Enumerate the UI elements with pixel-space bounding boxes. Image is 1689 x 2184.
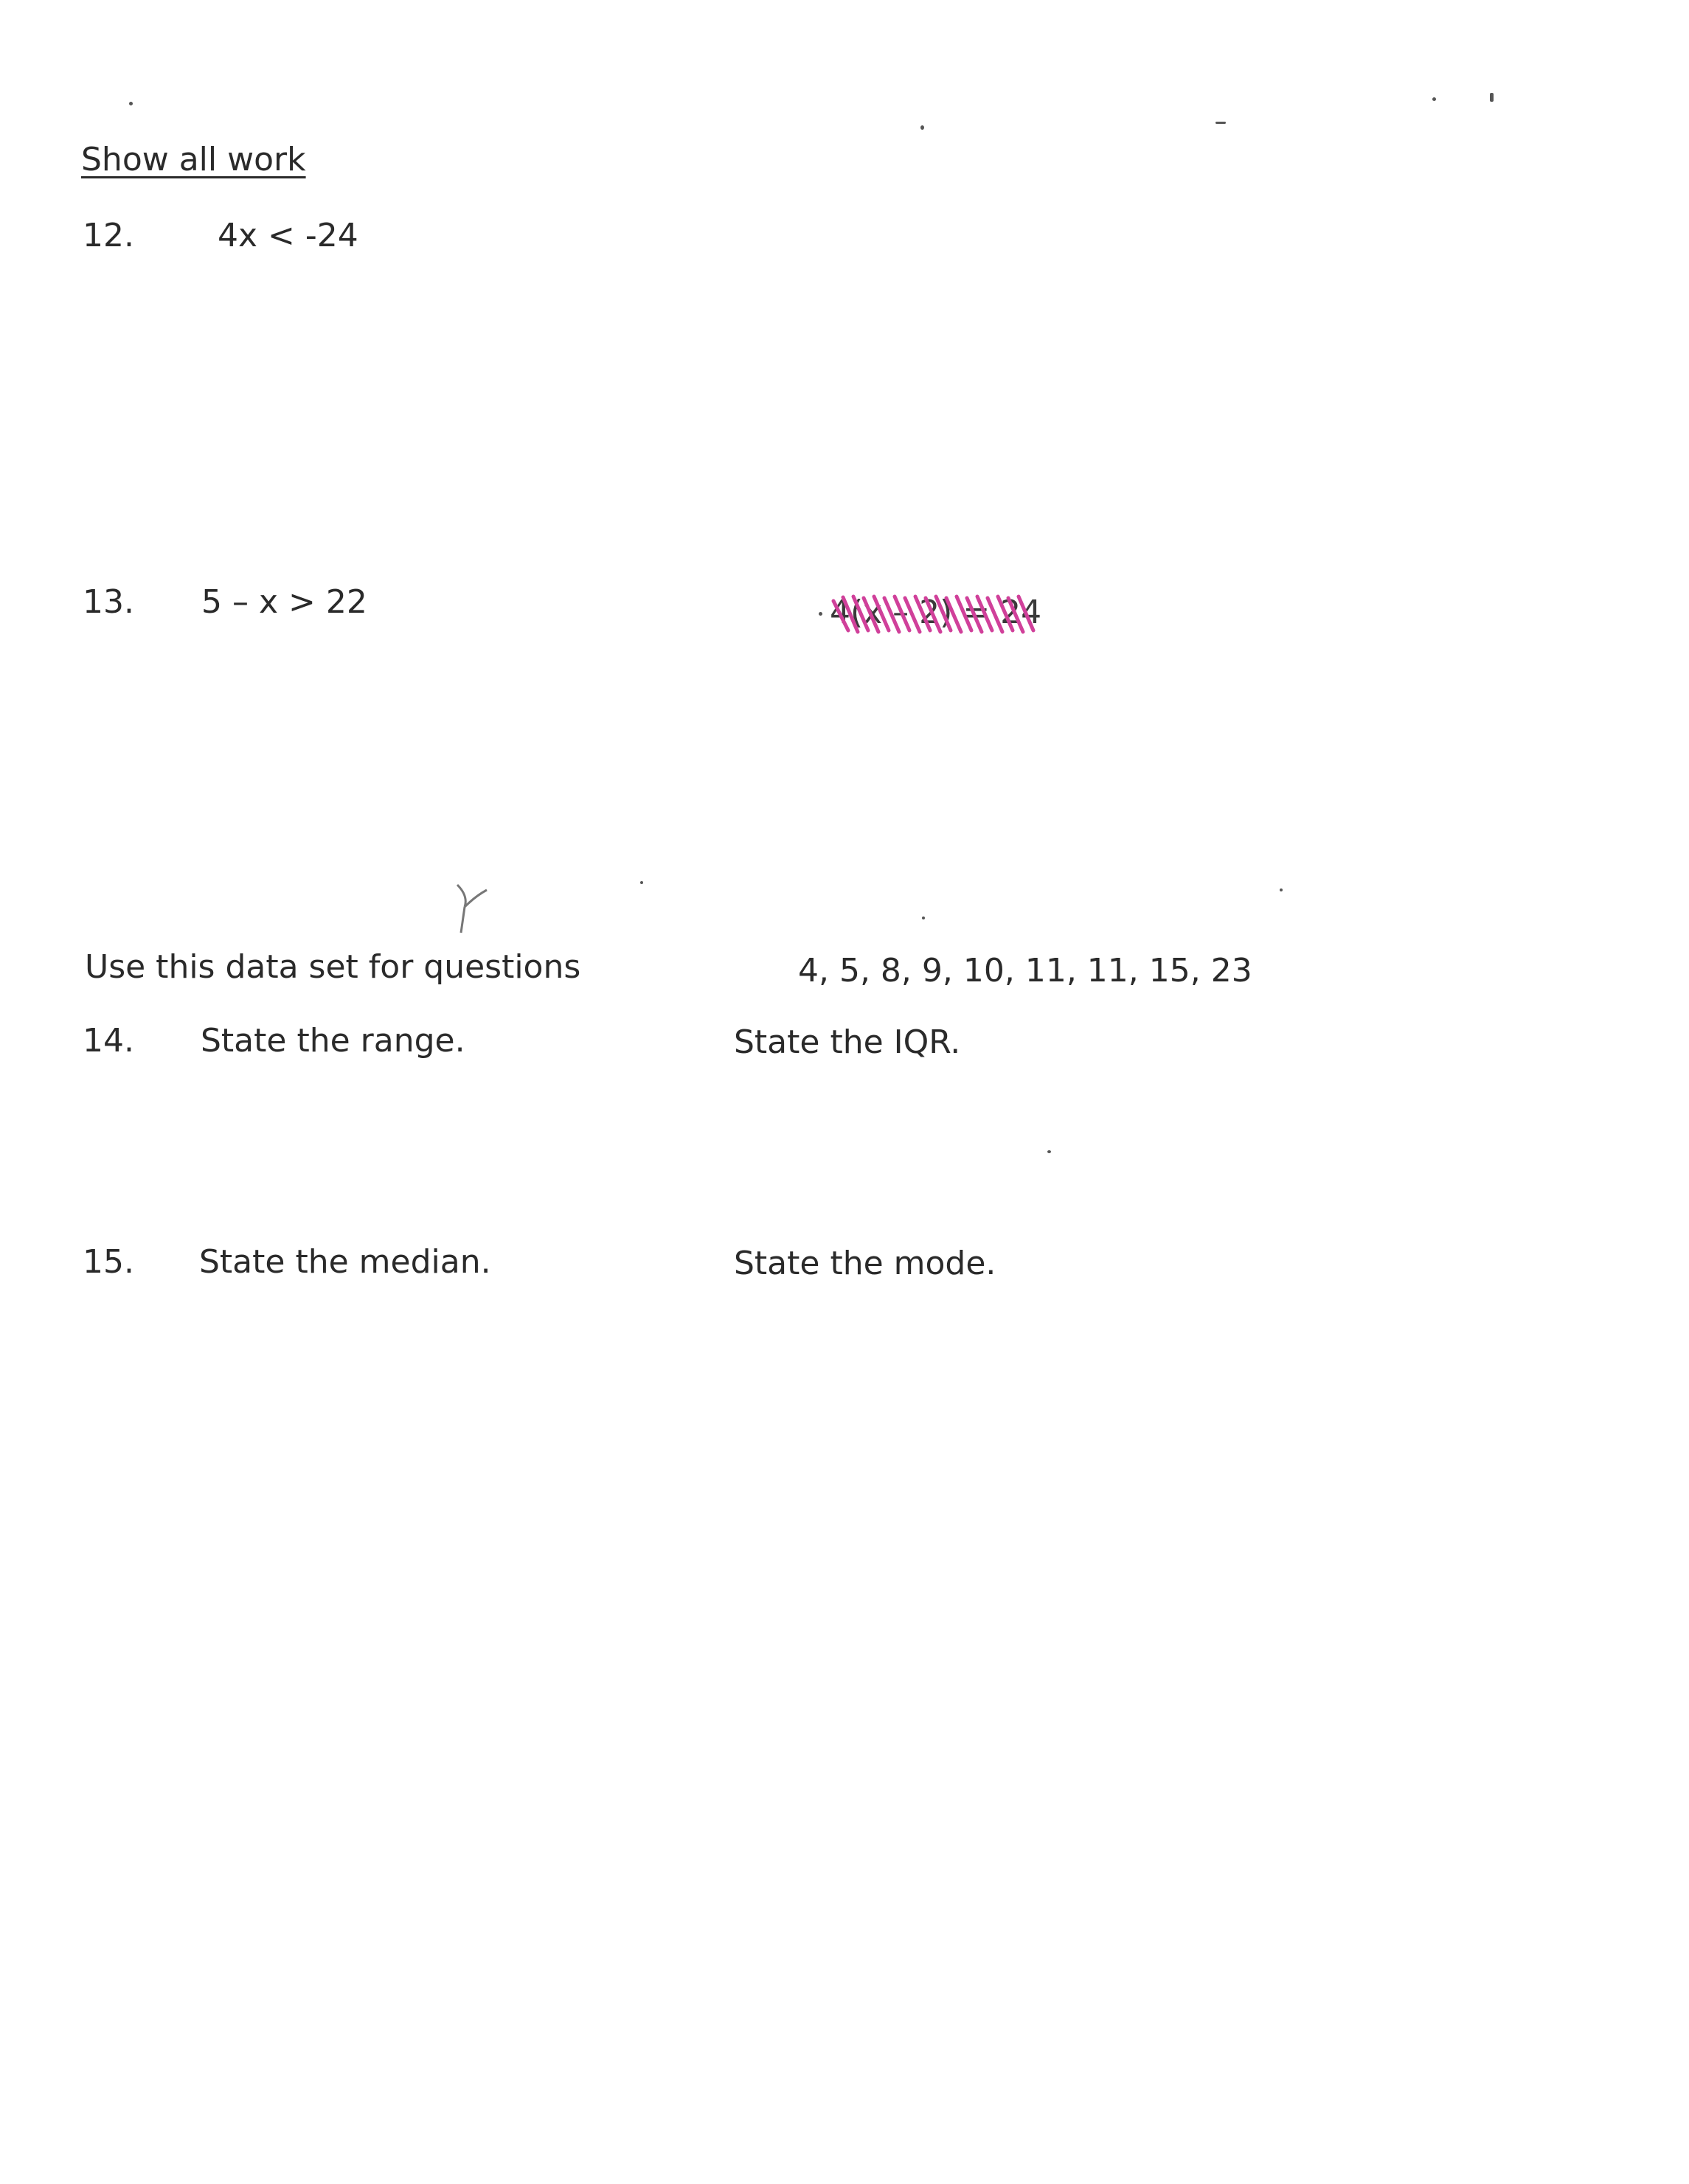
scan-speck [1490,93,1494,102]
scan-speck [640,881,643,884]
scan-speck [922,917,925,919]
page-heading: Show all work [81,141,306,178]
scan-speck [920,125,924,130]
scan-speck [1047,1150,1051,1153]
scan-speck [1215,122,1226,124]
crossed-out-text: 4(x – 2) = 24 [830,594,1042,631]
scan-speck [1432,97,1436,101]
pencil-mark [454,881,498,940]
problem-12-number: 12. [83,217,134,254]
question-15-number: 15. [83,1243,134,1281]
problem-13-expression: 5 – x > 22 [201,583,367,621]
data-set-intro: Use this data set for questions [85,948,581,986]
question-15-right: State the mode. [734,1245,996,1282]
question-14-left: State the range. [201,1022,465,1060]
problem-13-number: 13. [83,583,134,621]
question-14-number: 14. [83,1022,134,1060]
question-14-right: State the IQR. [734,1023,961,1061]
scan-speck [129,102,133,105]
question-15-left: State the median. [199,1243,491,1281]
scan-speck [1280,888,1283,891]
scan-speck [819,612,822,616]
data-set-values: 4, 5, 8, 9, 10, 11, 11, 15, 23 [798,952,1252,990]
crossed-out-expression [830,579,1051,645]
problem-12-expression: 4x < -24 [218,217,358,254]
